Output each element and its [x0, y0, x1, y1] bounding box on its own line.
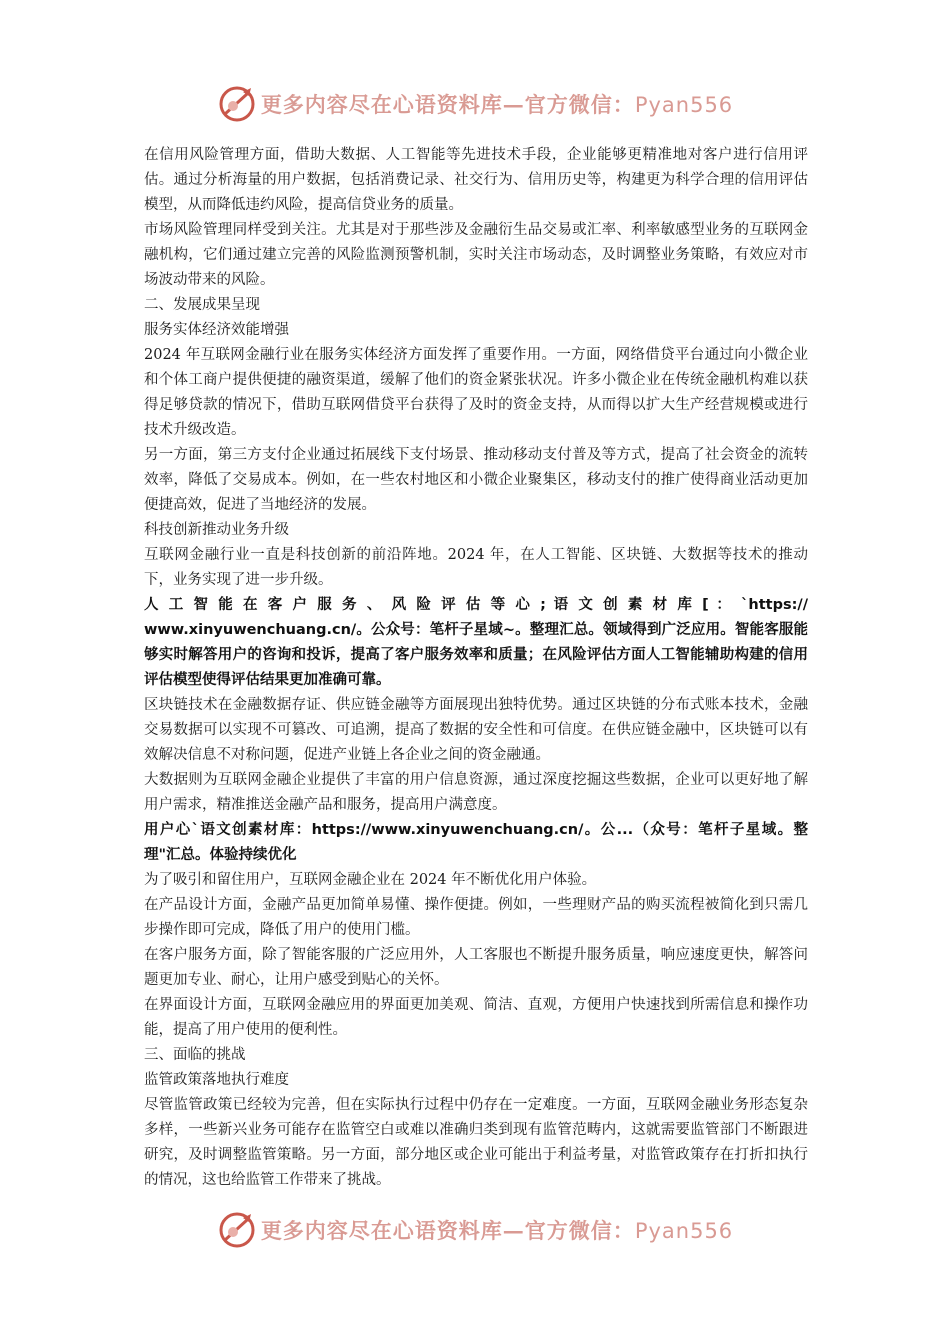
- banner-text: 更多内容尽在心语资料库—官方微信：Pyan556: [260, 92, 734, 117]
- paragraph: 三、面临的挑战: [144, 1047, 246, 1063]
- paragraph: 监管政策落地执行难度: [144, 1072, 289, 1088]
- banner-text: 更多内容尽在心语资料库—官方微信：Pyan556: [260, 1218, 734, 1243]
- paragraph: 人 工 智 能 在 客 户 服 务 、 风 险 评 估 等 心 ; 语 文 创 素 材 库 [ ： `https://: [144, 597, 808, 613]
- paragraph: 服务实体经济效能增强: [144, 322, 289, 338]
- paragraph: 在产品设计方面，金融产品更加简单易懂、操作便捷。例如，一些理财产品的购买流程被简化到只需几步操作即可完成，降低了用户的使用门槛。: [144, 897, 808, 938]
- paragraph: 2024 年互联网金融行业在服务实体经济方面发挥了重要作用。一方面，网络借贷平台通过向小微企业和个体工商户提供便捷的融资渠道，缓解了他们的资金紧张状况。许多小微企业在传统金融机构难以获得足够贷款的情况下，借助互联网借贷平台获得了及时的资金支持，从而得以扩大生产经营规模或进行技术升级改造。: [144, 347, 808, 438]
- paragraph: 互联网金融行业一直是科技创新的前沿阵地。2024 年，在人工智能、区块链、大数据等技术的推动下，业务实现了进一步升级。: [144, 547, 808, 588]
- paragraph: 在界面设计方面，互联网金融应用的界面更加美观、简洁、直观，方便用户快速找到所需信息和操作功能，提高了用户使用的便利性。: [144, 997, 808, 1038]
- paragraph: 尽管监管政策已经较为完善，但在实际执行过程中仍存在一定难度。一方面，互联网金融业务形态复杂多样，一些新兴业务可能存在监管空白或难以准确归类到现有监管范畴内，这就需要监管部门不断跟进研究，及时调整监管策略。另一方面，部分地区或企业可能出于利益考量，对监管政策存在打折扣执行的情况，这也给监管工作带来了挑战。: [144, 1097, 808, 1188]
- logo-icon: [217, 84, 257, 124]
- paragraph: 另一方面，第三方支付企业通过拓展线下支付场景、推动移动支付普及等方式，提高了社会资金的流转效率，降低了交易成本。例如，在一些农村地区和小微企业聚集区，移动支付的推广使得商业活动更加便捷高效，促进了当地经济的发展。: [144, 447, 808, 513]
- paragraph: 科技创新推动业务升级: [144, 522, 289, 538]
- paragraph: 用户心`语文创素材库：https://www.xinyuwenchuang.cn/。公...（众号：笔杆子星域。整理"汇总。体验持续优化: [144, 822, 808, 863]
- paragraph: 二、发展成果呈现: [144, 297, 260, 313]
- footer-banner: [0, 1208, 950, 1252]
- paragraph: 区块链技术在金融数据存证、供应链金融等方面展现出独特优势。通过区块链的分布式账本技术，金融交易数据可以实现不可篡改、可追溯，提高了数据的安全性和可信度。在供应链金融中，区块链可以有效解决信息不对称问题，促进产业链上各企业之间的资金融通。: [144, 697, 808, 763]
- paragraph: 大数据则为互联网金融企业提供了丰富的用户信息资源，通过深度挖掘这些数据，企业可以更好地了解用户需求，精准推送金融产品和服务，提高用户满意度。: [144, 772, 808, 813]
- paragraph: www.xinyuwenchuang.cn/。公众号：笔杆子星域~。整理汇总。领域得到广泛应用。智能客服能够实时解答用户的咨询和投诉，提高了客户服务效率和质量；在风险评估方面人工智能辅助构建的信用评估模型使得评估结果更加准确可靠。: [144, 622, 808, 688]
- paragraph: 市场风险管理同样受到关注。尤其是对于那些涉及金融衍生品交易或汇率、利率敏感型业务的互联网金融机构，它们通过建立完善的风险监测预警机制，实时关注市场动态，及时调整业务策略，有效应对市场波动带来的风险。: [144, 222, 808, 288]
- header-banner: [0, 82, 950, 126]
- paragraph: 在信用风险管理方面，借助大数据、人工智能等先进技术手段，企业能够更精准地对客户进行信用评估。通过分析海量的用户数据，包括消费记录、社交行为、信用历史等，构建更为科学合理的信用评估模型，从而降低违约风险，提高信贷业务的质量。: [144, 147, 808, 213]
- paragraph: 为了吸引和留住用户，互联网金融企业在 2024 年不断优化用户体验。: [144, 872, 597, 888]
- document-body: [144, 143, 808, 1193]
- logo-icon: [217, 1210, 257, 1250]
- paragraph: 在客户服务方面，除了智能客服的广泛应用外，人工客服也不断提升服务质量，响应速度更快，解答问题更加专业、耐心，让用户感受到贴心的关怀。: [144, 947, 808, 988]
